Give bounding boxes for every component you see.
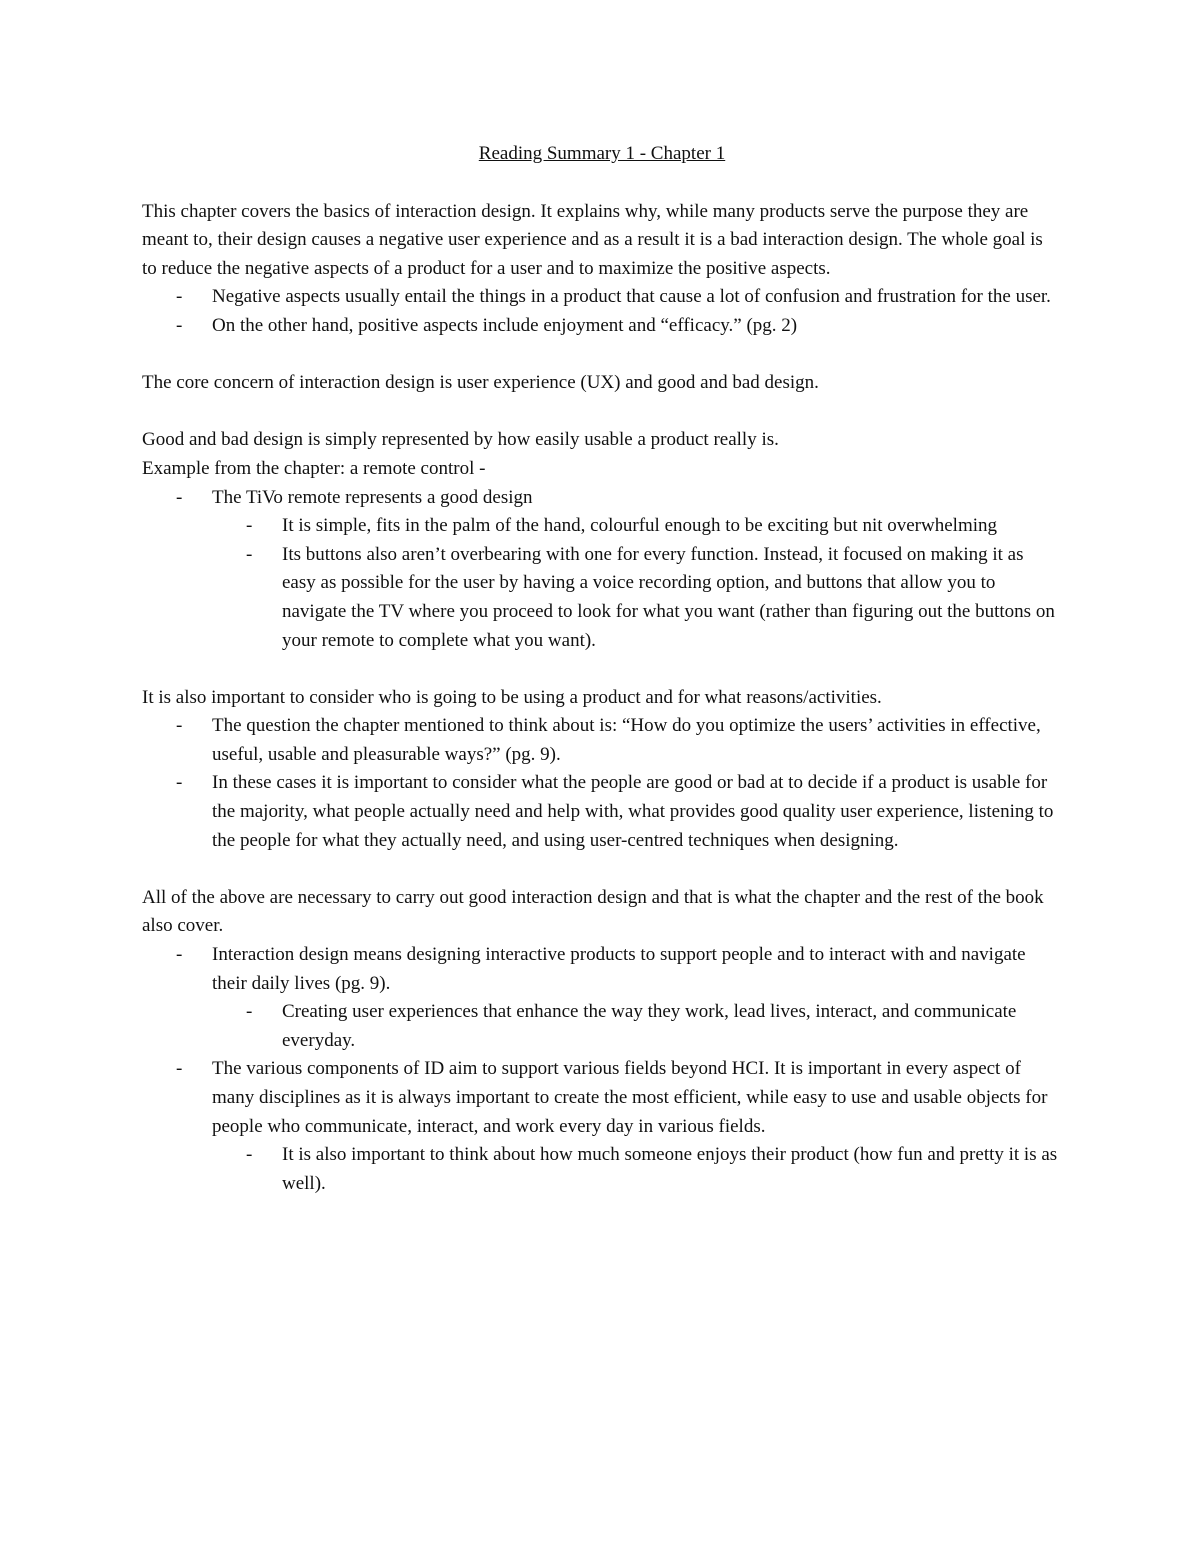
list-item [142, 941, 1062, 1055]
list-item [142, 1055, 1062, 1198]
list-item-text: It is also important to think about how much someone enjoys their product (how fun and pretty it is as well). [282, 1144, 1058, 1194]
list-item [142, 312, 1062, 341]
list-item [212, 998, 1062, 1055]
list-item [212, 1141, 1062, 1198]
dash-bullet: - [176, 772, 183, 794]
list-item [142, 484, 1062, 656]
intro-bullet-list [142, 283, 1062, 340]
example-intro: Example from the chapter: a remote control - [142, 457, 486, 479]
dash-bullet: - [176, 286, 183, 308]
list-item [142, 769, 1062, 855]
list-item-text: The TiVo remote represents a good design [212, 486, 533, 508]
all-above-paragraph: All of the above are necessary to carry out good interaction design and that is what the chapter and the rest of the book also cover. [142, 886, 1044, 937]
dash-bullet: - [176, 715, 183, 737]
paragraph-gap [142, 398, 1062, 427]
id-sub-list [212, 998, 1062, 1055]
dash-bullet: - [176, 1058, 183, 1080]
id-bullet-list [142, 941, 1062, 1198]
list-item-text: Creating user experiences that enhance the way they work, lead lives, interact, and communicate everyday. [282, 1001, 1017, 1051]
core-concern-paragraph: The core concern of interaction design is user experience (UX) and good and bad design. [142, 372, 819, 394]
dash-bullet: - [176, 314, 183, 336]
also-bullet-list [142, 712, 1062, 855]
list-item-text: The various components of ID aim to support various fields beyond HCI. It is important in every aspect of many disciplines as it is always important to create the most efficient, while easy to use and usable objects for people who communicate, interact, and work every day in various fields. [212, 1058, 1048, 1137]
components-sub-list [212, 1141, 1062, 1198]
paragraph-gap [142, 655, 1062, 684]
intro-paragraph: This chapter covers the basics of interaction design. It explains why, while many products serve the purpose they are meant to, their design causes a negative user experience and as a result it is a bad interaction design. The whole goal is to reduce the negative aspects of a product for a user and to maximize the positive aspects. [142, 200, 1043, 279]
list-item [212, 512, 1062, 541]
list-item-text: Interaction design means designing interactive products to support people and to interact with and navigate their daily lives (pg. 9). [212, 944, 1026, 994]
list-item-text: In these cases it is important to consider what the people are good or bad at to decide if a product is usable for the majority, what people actually need and help with, what provides good quality user experience, listening to the people for what they actually need, and using user-centred techniques when designing. [212, 772, 1054, 851]
list-item-text: On the other hand, positive aspects include enjoyment and “efficacy.” (pg. 2) [212, 314, 798, 336]
also-important-paragraph: It is also important to consider who is going to be using a product and for what reasons/activities. [142, 686, 882, 708]
tivo-sub-list [212, 512, 1062, 655]
dash-bullet: - [246, 1001, 253, 1023]
dash-bullet: - [246, 515, 253, 537]
dash-bullet: - [246, 543, 253, 565]
dash-bullet: - [176, 486, 183, 508]
example-bullet-list [142, 484, 1062, 656]
dash-bullet: - [246, 1144, 253, 1166]
document-body [142, 140, 1062, 1198]
list-item-text: Negative aspects usually entail the things in a product that cause a lot of confusion and frustration for the user. [212, 286, 1051, 308]
good-bad-paragraph: Good and bad design is simply represented by how easily usable a product really is. [142, 429, 779, 451]
list-item-text: Its buttons also aren’t overbearing with one for every function. Instead, it focused on making it as easy as possible for the user by having a voice recording option, and buttons that allow you to navigate the TV where you proceed to look for what you want (rather than figuring out the buttons on your remote to complete what you want). [282, 543, 1055, 651]
paragraph-gap [142, 341, 1062, 370]
list-item [142, 712, 1062, 769]
list-item-text: The question the chapter mentioned to think about is: “How do you optimize the users’ activities in effective, useful, usable and pleasurable ways?” (pg. 9). [212, 715, 1041, 765]
list-item [142, 283, 1062, 312]
dash-bullet: - [176, 944, 183, 966]
list-item [212, 541, 1062, 655]
paragraph-gap [142, 855, 1062, 884]
list-item-text: It is simple, fits in the palm of the hand, colourful enough to be exciting but nit overwhelming [282, 515, 998, 537]
document-title: Reading Summary 1 - Chapter 1 [478, 143, 726, 164]
